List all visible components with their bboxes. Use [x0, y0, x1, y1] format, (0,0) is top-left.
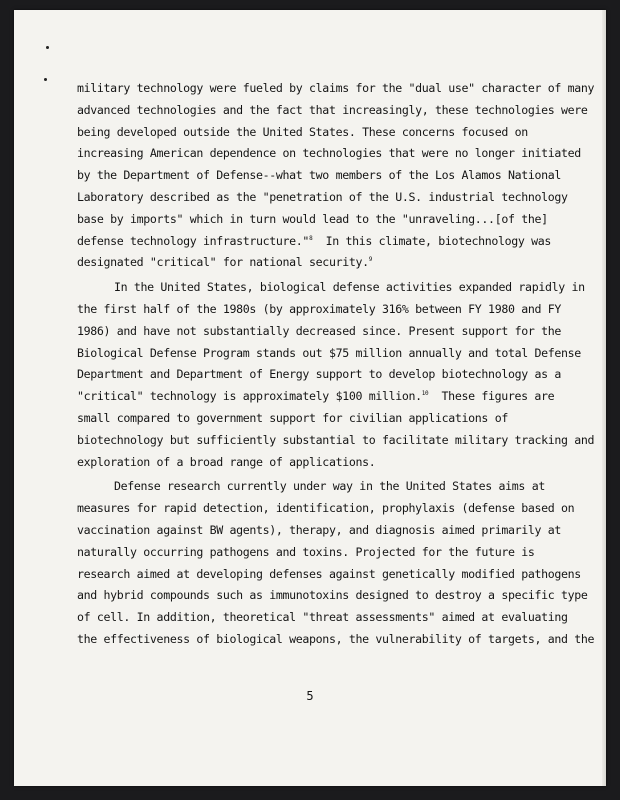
text-line: increasing American dependence on technologies that were no longer initiated [77, 146, 581, 161]
text-line: the effectiveness of biological weapons, the vulnerability of targets, and the [77, 631, 595, 646]
page-number: 5 [306, 689, 314, 703]
text-line: exploration of a broad range of applications. [77, 454, 376, 469]
punch-mark [44, 78, 47, 81]
text-line: being developed outside the United States. These concerns focused on [77, 124, 528, 139]
footnote-marker: 10 [421, 390, 429, 398]
text-line: In the United States, biological defense activities expanded rapidly in [114, 280, 585, 295]
text-line: the first half of the 1980s (by approximately 316% between FY 1980 and FY [77, 301, 561, 316]
text-line: naturally occurring pathogens and toxins. Projected for the future is [77, 544, 535, 559]
text-line: base by imports" which in turn would lead to the "unraveling...[of the] [77, 211, 548, 226]
punch-mark [46, 46, 49, 49]
footnote-marker: 8 [309, 234, 313, 242]
text-line: Defense research currently under way in the United States aims at [114, 479, 545, 494]
text-line: military technology were fueled by claims for the "dual use" character of many [77, 81, 595, 95]
text-line: designated "critical" for national security.$^9$ [77, 255, 372, 270]
body-text [77, 78, 597, 651]
footnote-marker: 9 [368, 256, 372, 264]
text-line: by the Department of Defense--what two members of the Los Alamos National [77, 168, 561, 183]
text-line: Laboratory described as the "penetration of the U.S. industrial technology [77, 189, 568, 204]
text-line: of cell. In addition, theoretical "threat assessments" aimed at evaluating [77, 610, 568, 625]
text-line: defense technology infrastructure."$^8$ In this climate, biotechnology was [77, 233, 552, 248]
page-edge [602, 10, 606, 786]
text-line: biotechnology but sufficiently substantial to facilitate military tracking and [77, 432, 595, 447]
text-line: vaccination against BW agents), therapy, and diagnosis aimed primarily at [77, 522, 561, 537]
text-line: advanced technologies and the fact that increasingly, these technologies were [77, 102, 588, 117]
text-line: and hybrid compounds such as immunotoxins designed to destroy a specific type [77, 588, 588, 603]
document-page [14, 10, 606, 786]
text-line: Biological Defense Program stands out $75 million annually and total Defense [77, 345, 581, 360]
text-line: Department and Department of Energy support to develop biotechnology as a [77, 367, 561, 382]
text-line: "critical" technology is approximately $100 million.$^{10}$ These figures are [77, 389, 555, 404]
text-line: 1986) and have not substantially decreased since. Present support for the [77, 323, 561, 338]
text-line: measures for rapid detection, identification, prophylaxis (defense based on [77, 501, 575, 516]
text-line: research aimed at developing defenses against genetically modified pathogens [77, 566, 581, 581]
text-line: small compared to government support for civilian applications of [77, 410, 508, 425]
